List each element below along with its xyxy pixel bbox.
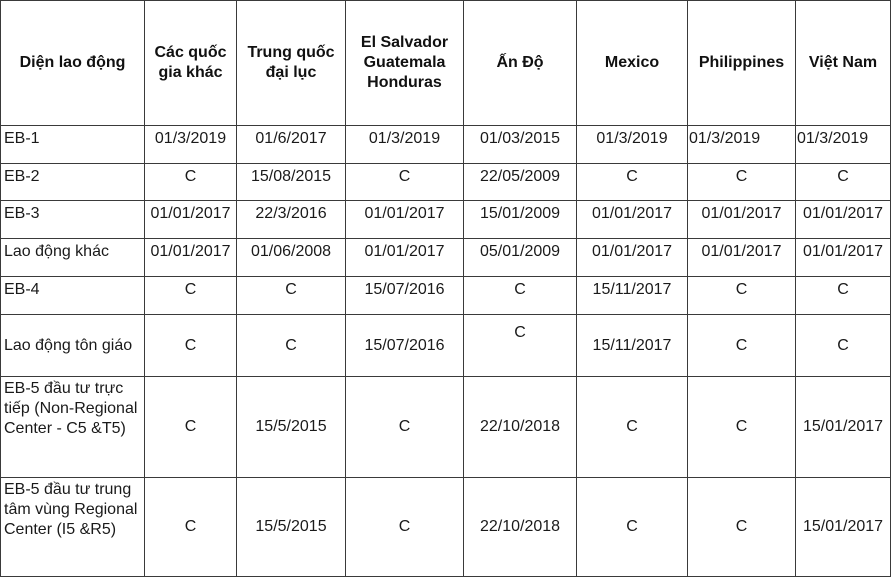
table-cell: 15/5/2015 bbox=[237, 377, 346, 478]
table-cell: C bbox=[145, 478, 237, 577]
table-cell: 01/6/2017 bbox=[237, 126, 346, 164]
table-cell: 01/3/2019 bbox=[688, 126, 796, 164]
header-india: Ấn Độ bbox=[464, 1, 577, 126]
table-cell: 15/01/2017 bbox=[796, 478, 891, 577]
table-cell: 01/3/2019 bbox=[346, 126, 464, 164]
table-cell: 15/11/2017 bbox=[577, 277, 688, 315]
table-cell: 01/01/2017 bbox=[796, 239, 891, 277]
table-cell: C bbox=[346, 478, 464, 577]
table-cell: 22/10/2018 bbox=[464, 377, 577, 478]
table-cell: C bbox=[796, 315, 891, 377]
table-cell: 01/01/2017 bbox=[577, 239, 688, 277]
row-label: Lao động tôn giáo bbox=[1, 315, 145, 377]
table-row bbox=[1, 201, 891, 239]
table-cell: 01/06/2008 bbox=[237, 239, 346, 277]
row-label: EB-4 bbox=[1, 277, 145, 315]
table-cell: C bbox=[577, 164, 688, 201]
header-central-america: El Salvador Guatemala Honduras bbox=[346, 1, 464, 126]
table-cell: C bbox=[688, 164, 796, 201]
table-row bbox=[1, 315, 891, 377]
table-cell: C bbox=[688, 478, 796, 577]
table-cell: 15/11/2017 bbox=[577, 315, 688, 377]
table-cell: 01/01/2017 bbox=[346, 201, 464, 239]
header-china: Trung quốc đại lục bbox=[237, 1, 346, 126]
table-row bbox=[1, 164, 891, 201]
table-cell: C bbox=[577, 377, 688, 478]
table-cell: 22/3/2016 bbox=[237, 201, 346, 239]
table-cell: C bbox=[688, 315, 796, 377]
table-cell: 01/01/2017 bbox=[145, 239, 237, 277]
table-cell: 01/01/2017 bbox=[346, 239, 464, 277]
table-cell: C bbox=[145, 164, 237, 201]
row-label: EB-5 đầu tư trung tâm vùng Regional Center (I5 &R5) bbox=[1, 478, 145, 577]
table-cell: 15/07/2016 bbox=[346, 315, 464, 377]
table-cell: C bbox=[346, 164, 464, 201]
table-cell: C bbox=[145, 377, 237, 478]
table-cell: 01/03/2015 bbox=[464, 126, 577, 164]
header-category: Diện lao động bbox=[1, 1, 145, 126]
table-cell: 01/01/2017 bbox=[145, 201, 237, 239]
table-cell: 15/01/2017 bbox=[796, 377, 891, 478]
table-cell: C bbox=[145, 315, 237, 377]
table-row bbox=[1, 277, 891, 315]
table-cell: 15/07/2016 bbox=[346, 277, 464, 315]
table-cell: C bbox=[688, 377, 796, 478]
table-cell: 01/01/2017 bbox=[577, 201, 688, 239]
table-row bbox=[1, 377, 891, 478]
table-cell: 01/3/2019 bbox=[145, 126, 237, 164]
header-other-countries: Các quốc gia khác bbox=[145, 1, 237, 126]
table-cell: C bbox=[464, 277, 577, 315]
table-cell: 01/01/2017 bbox=[688, 239, 796, 277]
row-label: EB-3 bbox=[1, 201, 145, 239]
header-vietnam: Việt Nam bbox=[796, 1, 891, 126]
table-cell: C bbox=[688, 277, 796, 315]
table-cell: C bbox=[796, 277, 891, 315]
table-cell: 01/3/2019 bbox=[796, 126, 891, 164]
row-label: EB-5 đầu tư trực tiếp (Non-Regional Center - C5 &T5) bbox=[1, 377, 145, 478]
table-cell: C bbox=[145, 277, 237, 315]
table-cell: C bbox=[464, 315, 577, 377]
table-cell: 05/01/2009 bbox=[464, 239, 577, 277]
table-cell: 15/01/2009 bbox=[464, 201, 577, 239]
table-row bbox=[1, 126, 891, 164]
table-cell: C bbox=[237, 315, 346, 377]
table-cell: 15/5/2015 bbox=[237, 478, 346, 577]
table-cell: C bbox=[237, 277, 346, 315]
row-label: EB-2 bbox=[1, 164, 145, 201]
table-cell: 22/10/2018 bbox=[464, 478, 577, 577]
table-cell: 22/05/2009 bbox=[464, 164, 577, 201]
table-cell: C bbox=[346, 377, 464, 478]
table-cell: 01/01/2017 bbox=[688, 201, 796, 239]
table-cell: 01/01/2017 bbox=[796, 201, 891, 239]
table-row bbox=[1, 239, 891, 277]
table-cell: 01/3/2019 bbox=[577, 126, 688, 164]
table-cell: 15/08/2015 bbox=[237, 164, 346, 201]
row-label: Lao động khác bbox=[1, 239, 145, 277]
row-label: EB-1 bbox=[1, 126, 145, 164]
table-cell: C bbox=[577, 478, 688, 577]
table-cell: C bbox=[796, 164, 891, 201]
header-row bbox=[1, 1, 891, 126]
header-philippines: Philippines bbox=[688, 1, 796, 126]
header-mexico: Mexico bbox=[577, 1, 688, 126]
table-row bbox=[1, 478, 891, 577]
